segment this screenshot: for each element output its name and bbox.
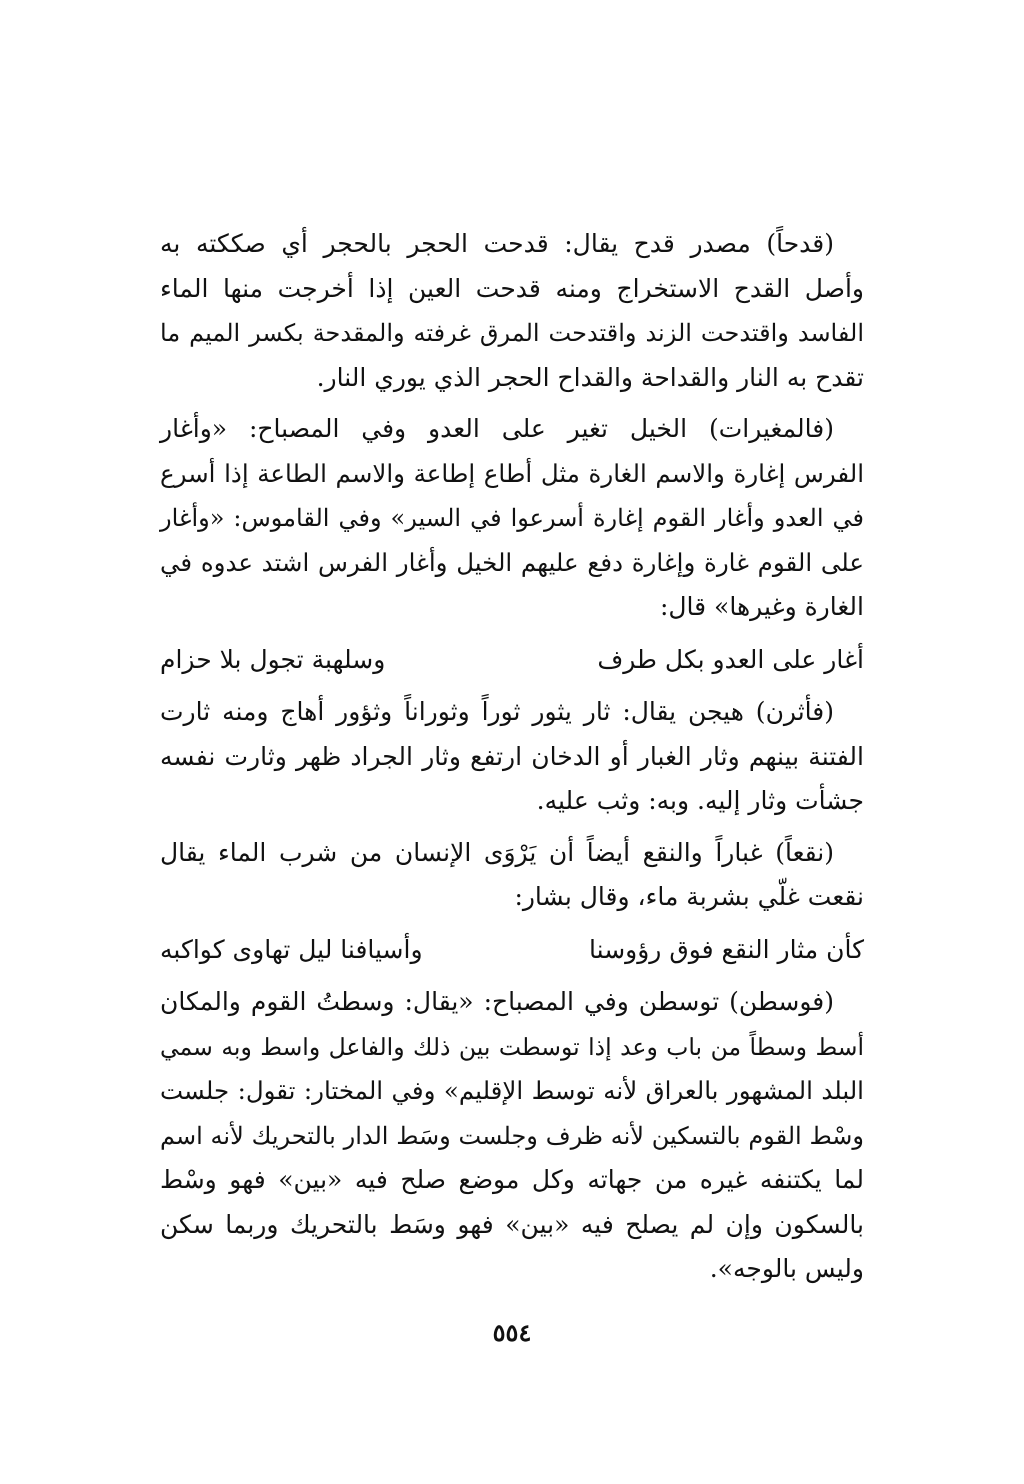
text-line: (فوسطن) توسطن وفي المصباح: «يقال: وسطتُ القوم والمكان: [160, 987, 834, 1016]
text-line: نقعت غلّي بشربة ماء، وقال بشار:: [514, 882, 864, 911]
text-line: لما يكتنفه غيره من جهاته وكل موضع صلح فيه «بين» فهو وسْط: [160, 1165, 864, 1194]
paragraph-naqan: [160, 831, 864, 920]
text-line: الفتنة بينهم وثار الغبار أو الدخان ارتفع وثار الجراد ظهر وثارت نفسه: [160, 741, 864, 771]
text-line: على القوم غارة وإغارة دفع عليهم الخيل وأغار الفرس اشتد عدوه في: [160, 547, 864, 577]
text-line: البلد المشهور بالعراق لأنه توسط الإقليم» وفي المختار: تقول: جلست: [160, 1076, 864, 1105]
text-line: جشأت وثار إليه. وبه: وثب عليه.: [536, 786, 864, 815]
verse-verse1: [160, 638, 864, 683]
text-line: وليس بالوجه».: [709, 1254, 864, 1283]
paragraph-atharna: [160, 690, 864, 824]
verse-first-hemistich: كأن مثار النقع فوق رؤوسنا: [589, 934, 864, 964]
text-line: الفرس إغارة والاسم الغارة مثل أطاع إطاعة والاسم الطاعة إذا أسرع: [160, 458, 864, 488]
text-line: بالسكون وإن لم يصلح فيه «بين» فهو وسَط بالتحريك وربما سكن: [160, 1209, 864, 1239]
text-line: وسْط القوم بالتسكين لأنه ظرف وجلست وسَط الدار بالتحريك لأنه اسم: [160, 1121, 864, 1150]
text-line: وأصل القدح الاستخراج ومنه قدحت العين إذا أخرجت منها الماء: [160, 273, 864, 303]
verse-second-hemistich: وأسيافنا ليل تهاوى كواكبه: [160, 934, 423, 964]
text-line: في العدو وأغار القوم إغارة أسرعوا في السير» وفي القاموس: «وأغار: [160, 504, 864, 532]
paragraph-qadhan: [160, 222, 864, 400]
paragraph-wasatna: [160, 980, 864, 1292]
page-number: ٥٥٤: [492, 1318, 532, 1347]
text-line: (قدحاً) مصدر قدح يقال: قدحت الحجر بالحجر أي صككته به: [160, 229, 834, 258]
text-line: تقدح به النار والقداحة والقداح الحجر الذي يوري النار.: [316, 362, 864, 392]
body-text: [160, 222, 864, 1292]
text-line: (فالمغيرات) الخيل تغير على العدو وفي المصباح: «وأغار: [160, 414, 834, 443]
text-line: (فأثرن) هيجن يقال: ثار يثور ثوراً وثوراناً وثؤور أهاج ومنه ثارت: [160, 697, 834, 726]
verse-verse2: [160, 928, 864, 973]
text-line: (نقعاً) غباراً والنقع أيضاً أن يَرْوَى الإنسان من شرب الماء يقال: [160, 837, 834, 867]
text-line: أسط وسطاً من باب وعد إذا توسطت بين ذلك والفاعل واسط وبه سمي: [160, 1032, 864, 1061]
verse-first-hemistich: أغار على العدو بكل طرف: [597, 644, 864, 674]
paragraph-mughirat: [160, 407, 864, 630]
text-line: الفاسد واقتدحت الزند واقتدحت المرق غرفته والمقدحة بكسر الميم ما: [160, 319, 864, 347]
text-line: الغارة وغيرها» قال:: [659, 592, 864, 621]
verse-second-hemistich: وسلهبة تجول بلا حزام: [160, 644, 386, 674]
